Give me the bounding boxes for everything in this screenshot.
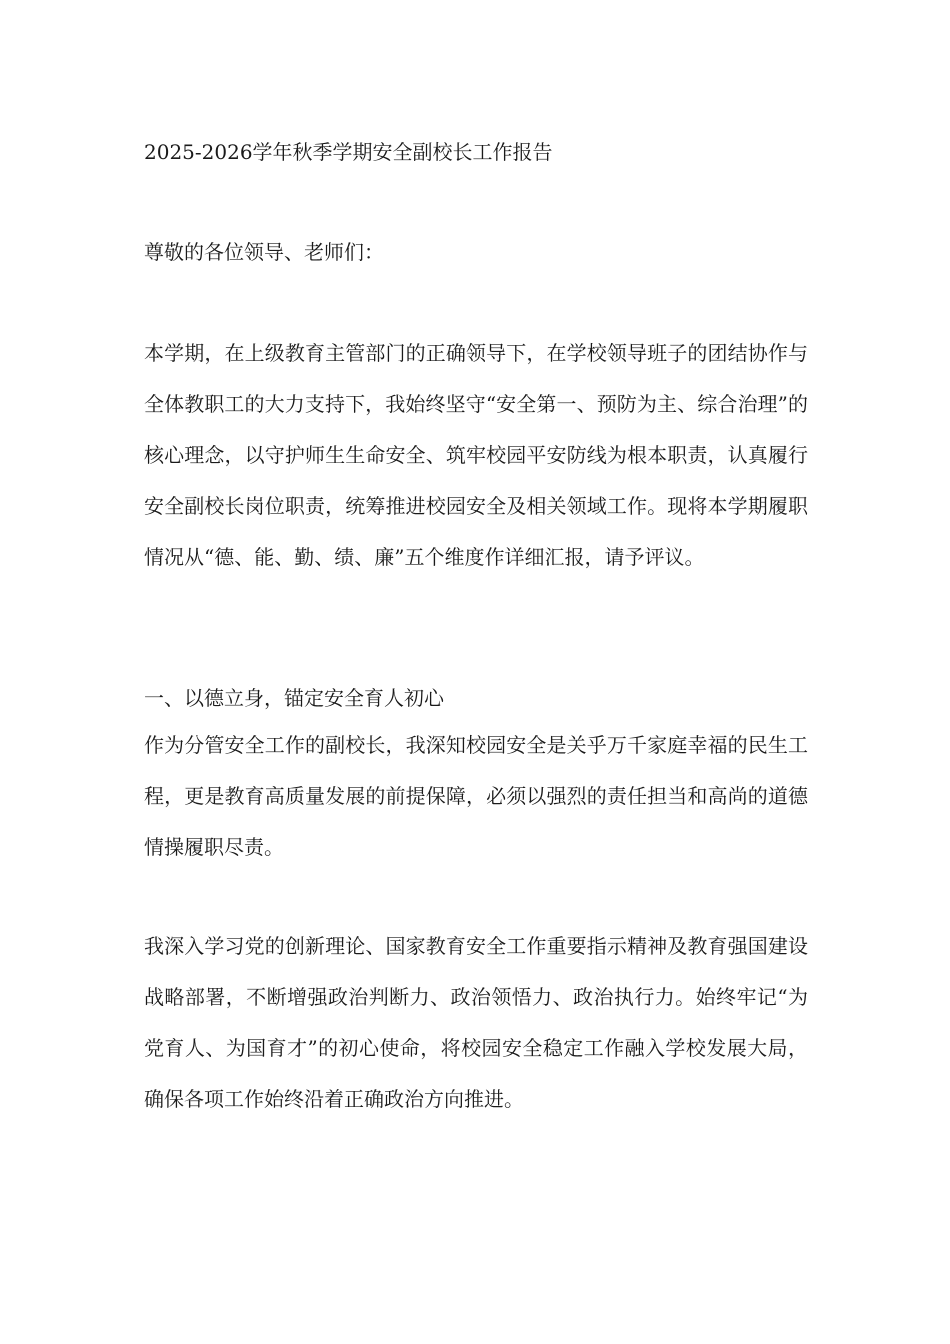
section-heading: 一、以德立身，锚定安全育人初心 <box>144 686 444 710</box>
intro-paragraph: 本学期，在上级教育主管部门的正确领导下，在学校领导班子的团结协作与全体教职工的大力支持下，我始终坚守“安全第一、预防为主、综合治理”的核心理念，以守护师生生命安全、筑牢校园平安防线为根本职责，认真履行安全副校长岗位职责，统筹推进校园安全及相关领域工作。现将本学期履职情况从“德、能、勤、绩、廉”五个维度作详细汇报，请予评议。 <box>144 341 808 569</box>
salutation: 尊敬的各位领导、老师们： <box>144 240 384 264</box>
section-paragraph: 我深入学习党的创新理论、国家教育安全工作重要指示精神及教育强国建设战略部署，不断增强政治判断力、政治领悟力、政治执行力。始终牢记“为党育人、为国育才”的初心使命，将校园安全稳定工作融入学校发展大局，确保各项工作始终沿着正确政治方向推进。 <box>144 934 808 1111</box>
section-paragraph: 作为分管安全工作的副校长，我深知校园安全是关乎万千家庭幸福的民生工程，更是教育高质量发展的前提保障，必须以强烈的责任担当和高尚的道德情操履职尽责。 <box>144 733 808 859</box>
document-title: 2025-2026学年秋季学期安全副校长工作报告 <box>144 140 553 164</box>
